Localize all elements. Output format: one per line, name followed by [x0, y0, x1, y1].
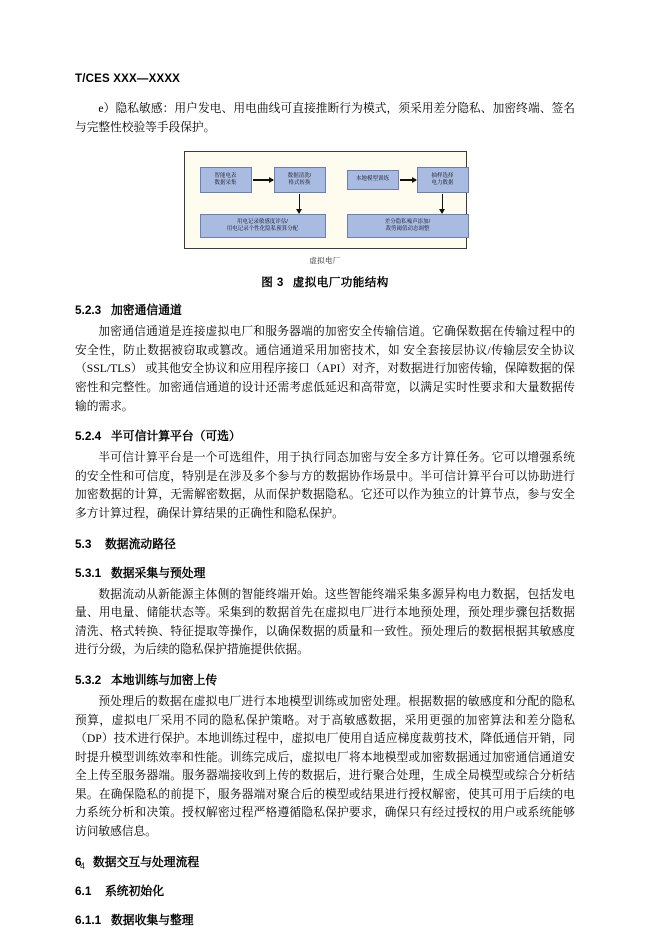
heading-text: 系统初始化 [105, 883, 164, 898]
node-line-1: 差分隐私噪声添加/ [384, 218, 431, 225]
arrow-down-icon [299, 194, 301, 213]
heading-6-1 [75, 882, 575, 900]
running-header: T/CES XXX—XXXX [75, 73, 181, 85]
heading-5-2-4 [75, 427, 575, 445]
heading-number: 5.2.3 [75, 303, 102, 318]
diagram-canvas [184, 151, 467, 249]
heading-text: 本地训练与加密上传 [111, 672, 218, 687]
node-line-1: 抽样选择 [431, 172, 454, 179]
arrow-down-icon [442, 194, 444, 213]
paragraph-5-2-4: 半可信计算平台是一个可选组件，用于执行同态加密与安全多方计算任务。它可以增强系统的安全性和可信度，特别是在涉及多个参与方的数据协作场景中。半可信计算平台可以协助进行加密数据的计算，无需解密数据，从而保护数据隐私。它还可以作为独立的计算节点，参与安全多方计算过程，确保计算结果的正确性和隐私保护。 [75, 451, 575, 520]
diagram-inner-caption: 虚拟电厂 [309, 256, 341, 266]
node-line-1: 数据清洗/ [287, 172, 312, 179]
figure-number: 图 3 [261, 276, 284, 290]
heading-text: 数据流动路径 [105, 536, 176, 551]
heading-5-2-3 [75, 301, 575, 319]
node-line-1: 本地模型训练 [356, 176, 389, 183]
page-number: 4 [80, 861, 86, 871]
node-line-2: 用电记录个性化隐私预算分配 [226, 226, 299, 233]
diagram-node-local-train [347, 170, 399, 190]
figure-title-text: 虚拟电厂功能结构 [292, 276, 389, 290]
heading-text: 半可信计算平台（可选） [111, 429, 241, 444]
paragraph-5-3-2: 预处理后的数据在虚拟电厂进行本地模型训练或加密处理。根据数据的敏感度和分配的隐私预算，虚拟电厂采用不同的隐私保护策略。对于高敏感数据，采用更强的加密算法和差分隐私（DP）技术进行保护。本地训练过程中，虚拟电厂使用自适应梯度裁剪技术，降低通信开销，同时提升模型训练效率和性能。训练完成后，虚拟电厂将本地模型或加密数据通过加密通信通道安全上传至服务器端。服务器端接收到上传的数据后，进行聚合处理，生成全局模型或综合分析结果。在确保隐私的前提下，服务器端对聚合后的模型或结果进行授权解密，使其可用于后续的电力系统分析和决策。授权解密过程严格遵循隐私保护要求，确保只有经过授权的用户或系统能够访问敏感信息。 [75, 694, 575, 839]
arrow-right-icon [253, 179, 273, 181]
heading-number: 5.3.2 [75, 672, 102, 687]
heading-6 [75, 853, 575, 871]
heading-5-3-1 [75, 564, 575, 582]
node-line-2: 格式转换 [288, 180, 311, 187]
figure-3 [75, 151, 575, 290]
heading-text: 数据交互与处理流程 [93, 854, 200, 869]
page-content [75, 100, 575, 933]
heading-number: 5.2.4 [75, 429, 102, 444]
heading-number: 5.3 [75, 536, 92, 551]
paragraph-5-3-1: 数据流动从新能源主体侧的智能终端开始。这些智能终端采集多源异构电力数据，包括发电量、用电量、储能状态等。采集到的数据首先在虚拟电厂进行本地预处理，预处理步骤包括数据清洗、格式转换、特征提取等操作，以确保数据的质量和一致性。预处理后的数据根据其敏感度进行分级，为后续的隐私保护措施提供依据。 [75, 587, 575, 657]
node-line-2: 电力数据 [431, 180, 454, 187]
paragraph-5-2-3: 加密通信通道是连接虚拟电厂和服务器端的加密安全传输信道。它确保数据在传输过程中的安全性，防止数据被窃取或篡改。通信通道采用加密技术，如 安全套接层协议/传输层安全协议（SSL/TLS） 或其他安全协议和应用程序接口（API）对齐，对数据进行加密传输，保障数据的保密性和完整性。加密通信通道的设计还需考虑低延迟和高带宽，以满足实时性要求和大量数据传输的需求。 [75, 325, 575, 413]
diagram-node-dp-noise [347, 214, 469, 238]
list-item-e: e）隐私敏感：用户发电、用电曲线可直接推断行为模式，须采用差分隐私、加密终端、签名与完整性校验等手段保护。 [75, 102, 575, 134]
figure-title [75, 274, 575, 290]
heading-5-3 [75, 535, 575, 553]
heading-number: 6 [75, 854, 82, 869]
heading-5-3-2 [75, 671, 575, 689]
diagram-node-smart-meter [200, 167, 252, 193]
node-line-2: 数据采集 [214, 180, 237, 187]
heading-number: 6.1 [75, 883, 92, 898]
heading-6-1-1 [75, 911, 575, 929]
node-line-2: 裁剪阈值动态调整 [385, 226, 430, 233]
diagram-node-sample-select [417, 167, 469, 193]
node-line-1: 用电记录敏感度评估/ [236, 218, 288, 225]
heading-text: 加密通信通道 [111, 303, 182, 318]
arrow-right-icon [400, 179, 416, 181]
heading-text: 数据采集与预处理 [111, 565, 206, 580]
heading-number: 6.1.1 [75, 912, 102, 927]
diagram-node-data-clean [274, 167, 326, 193]
heading-number: 5.3.1 [75, 565, 102, 580]
heading-text: 数据收集与整理 [111, 912, 194, 927]
node-line-1: 智能电表 [214, 172, 237, 179]
diagram-node-sensitivity-assess [200, 214, 326, 238]
